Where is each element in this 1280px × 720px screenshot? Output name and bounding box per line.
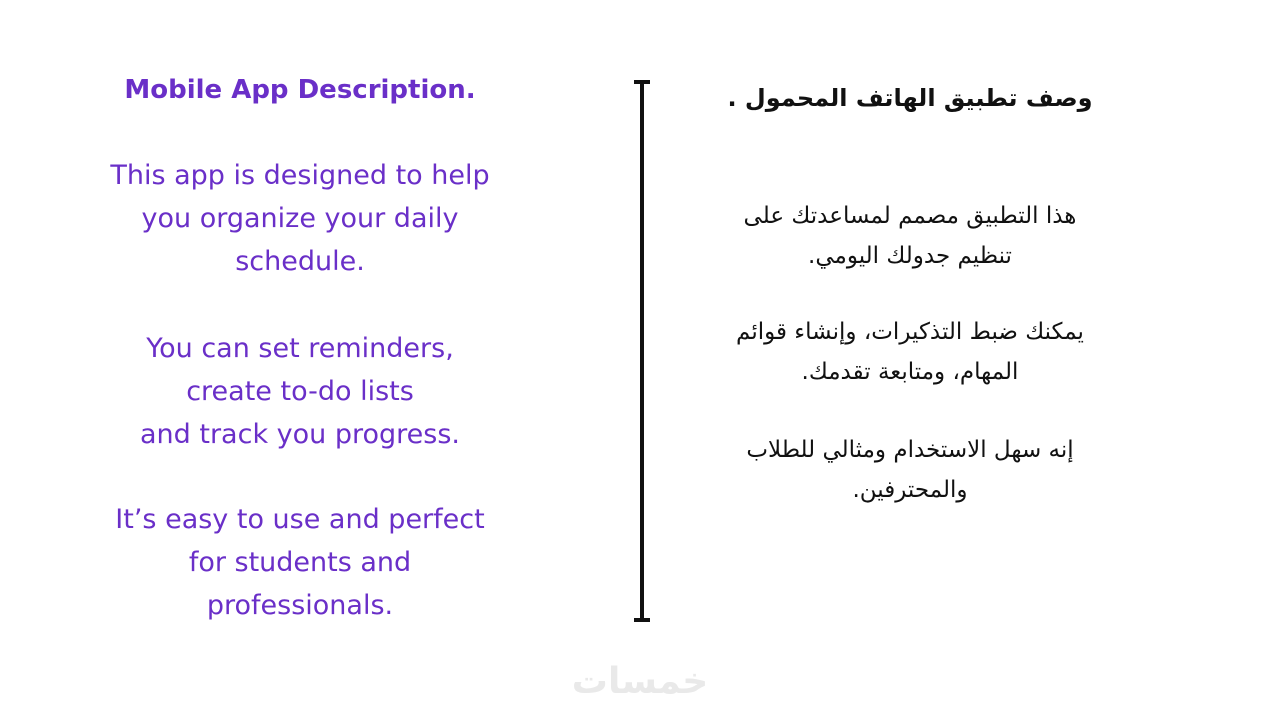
arabic-paragraph-2: يمكنك ضبط التذكيرات، وإنشاء قوائم المهام، ومتابعة تقدمك.	[736, 319, 1084, 385]
english-paragraph-3: It’s easy to use and perfect for students and professionals.	[115, 504, 485, 621]
arabic-paragraph-3: إنه سهل الاستخدام ومثالي للطلاب والمحترفين.	[746, 437, 1074, 503]
arabic-description-column	[690, 78, 1130, 503]
arabic-title: وصف تطبيق الهاتف المحمول .	[727, 84, 1093, 112]
english-paragraph-1: This app is designed to help you organize your daily schedule.	[110, 160, 490, 277]
english-title: Mobile App Description.	[124, 75, 476, 105]
english-description-column	[80, 70, 520, 621]
english-paragraph-2: You can set reminders, create to-do lists and track you progress.	[139, 333, 460, 450]
arabic-paragraph-1: هذا التطبيق مصمم لمساعدتك على تنظيم جدولك اليومي.	[743, 203, 1077, 269]
khamsat-watermark-logo: خمسات	[571, 661, 709, 702]
vertical-divider	[640, 80, 644, 622]
